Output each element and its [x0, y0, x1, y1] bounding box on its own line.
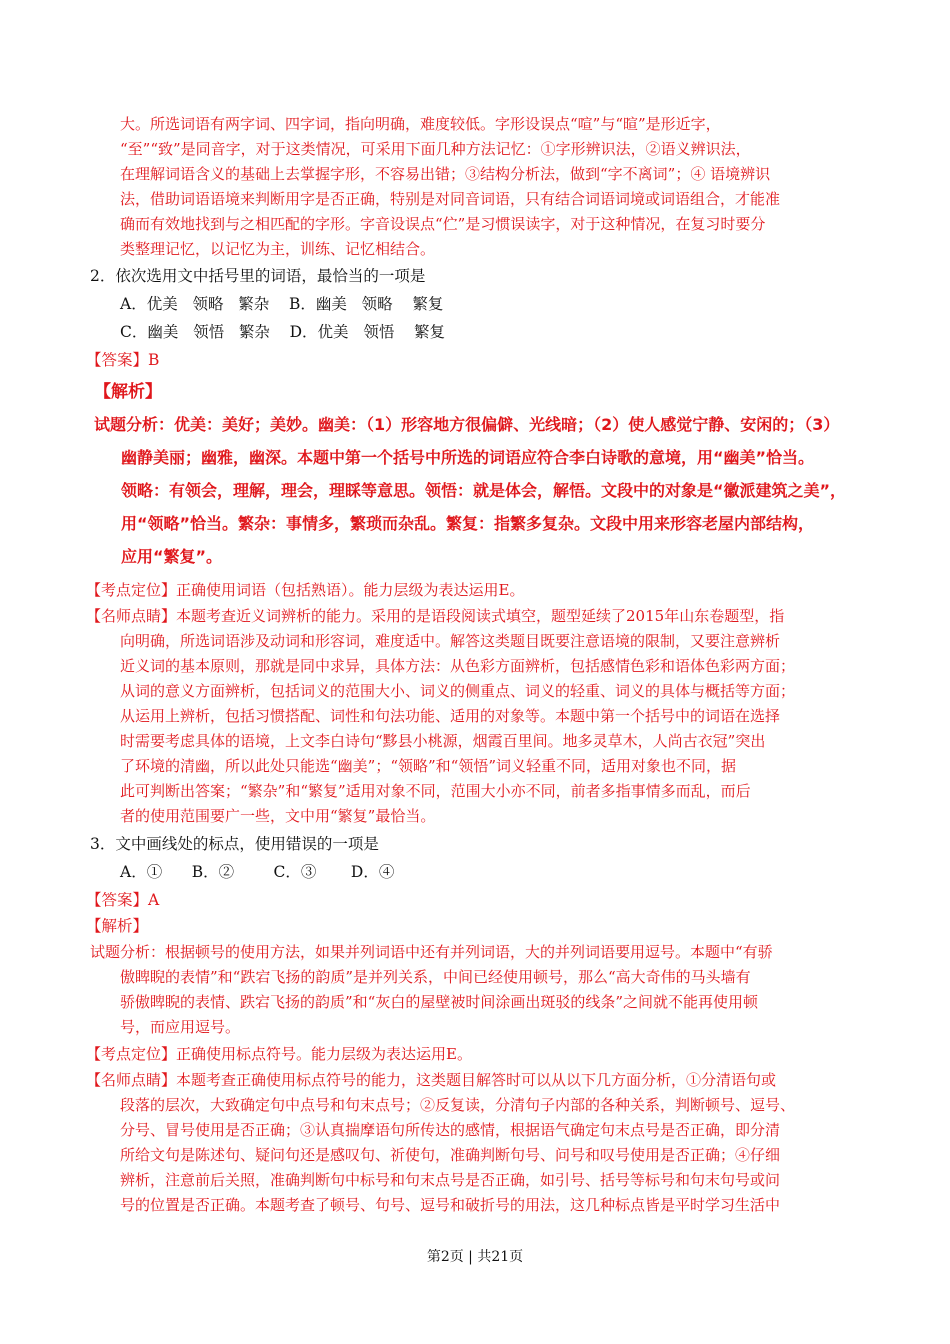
q3-jiexi-line: 骄傲睥睨的表情、跌宕飞扬的韵质”和“灰白的屋壁被时间涂画出斑驳的线条”之间就不能再使用顿: [120, 993, 759, 1011]
q2-jiexi-line: 试题分析：优美：美好；美妙。幽美：（1）形容地方很偏僻、光线暗；（2）使人感觉宁静、安闲的；（3）: [94, 415, 840, 434]
q2-jiexi-line: 领略：有领会，理解，理会，理睬等意思。领悟：就是体会，解悟。文段中的对象是“徽派建筑之美”，: [121, 481, 847, 500]
q3-mingshi-text: 本题考查正确使用标点符号的能力，这类题目解答时可以从以下几方面分析，①分清语句或: [176, 1071, 777, 1089]
q2-options-line1: A．优美 领略 繁杂 B．幽美 领略 繁复: [120, 295, 444, 313]
q3-jiexi-line: 试题分析：根据顿号的使用方法，如果并列词语中还有并列词语，大的并列词语要用逗号。本题中“有骄: [90, 943, 773, 961]
q2-mingshi-text: 本题考查近义词辨析的能力。采用的是语段阅读式填空，题型延续了2015年山东卷题型，指: [176, 607, 785, 625]
q3-mingshi-line: 段落的层次，大致确定句中点号和句末点号；②反复读，分清句子内部的各种关系，判断顿号、逗号、: [120, 1096, 796, 1114]
q2-mingshi-line: 近义词的基本原则，那就是同中求异，具体方法：从色彩方面辨析，包括感情色彩和语体色彩两方面；: [120, 657, 796, 675]
q2-options-line2: C．幽美 领悟 繁杂 D．优美 领悟 繁复: [120, 323, 446, 341]
q2-jiexi-line: 应用“繁复”。: [121, 547, 223, 566]
q3-kaodian-text: 正确使用标点符号。能力层级为表达运用E。: [176, 1045, 472, 1063]
top-line: 在理解词语含义的基础上去掌握字形，不容易出错；③结构分析法，做到“字不离词”；④ 语境辨识: [120, 165, 771, 183]
q2-kaodian-text: 正确使用词语（包括熟语）。能力层级为表达运用E。: [176, 581, 525, 599]
q2-kaodian-label: 【考点定位】: [86, 581, 177, 599]
q2-mingshi-line: [86, 604, 886, 629]
q2-mingshi-line: 此可判断出答案；“繁杂”和“繁复”适用对象不同，范围大小亦不同，前者多指事情多而乱，而后: [120, 782, 751, 800]
q2-mingshi-line: 从词的意义方面辨析，包括词义的范围大小、词义的侧重点、词义的轻重、词义的具体与概括等方面；: [120, 682, 796, 700]
q3-jiexi-body: [90, 940, 890, 1040]
q3-jiexi-line: 号，而应用逗号。: [120, 1018, 241, 1036]
q2-jiexi-label: 【解析】: [94, 382, 162, 402]
q2-jiexi-body: [94, 408, 894, 573]
top-paragraph: [120, 112, 880, 262]
q3-mingshi-label: 【名师点睛】: [86, 1071, 177, 1089]
top-line: 法，借助词语语境来判断用字是否正确，特别是对同音词语，只有结合词语词境或词语组合，才能准: [120, 190, 781, 208]
q2-mingshi-line: 了环境的清幽，所以此处只能选“幽美”；“领略”和“领悟”词义轻重不同，适用对象也不同，据: [120, 757, 737, 775]
q3-mingshi-line: 号的位置是否正确。本题考查了顿号、句号、逗号和破折号的用法，这几种标点皆是平时学习生活中: [120, 1196, 781, 1214]
q3-mingshi-line: [86, 1068, 886, 1093]
q2-stem: 2．依次选用文中括号里的词语，最恰当的一项是: [90, 267, 426, 285]
q2-mingshi: [86, 604, 886, 829]
top-line: 确而有效地找到与之相匹配的字形。字音设误点“伫”是习惯误读字，对于这种情况，在复习时要分: [120, 215, 766, 233]
q2-mingshi-line: 时需要考虑具体的语境，上文李白诗句“黟县小桃源，烟霞百里间。地多灵草木，人尚古衣冠”突出: [120, 732, 766, 750]
page-footer: 第2页 | 共21页: [426, 1249, 524, 1265]
q3-answer: 【答案】A: [86, 891, 160, 909]
q2-mingshi-line: 向明确，所选词语涉及动词和形容词，难度适中。解答这类题目既要注意语境的限制，又要注意辨析: [120, 632, 781, 650]
q3-mingshi-line: 辨析，注意前后关照，准确判断句中标号和句末点号是否正确，如引号、括号等标号和句末句号或问: [120, 1171, 781, 1189]
q3-kaodian-label: 【考点定位】: [86, 1045, 177, 1063]
q3-stem: 3．文中画线处的标点，使用错误的一项是: [90, 835, 379, 853]
q2-mingshi-line: 从运用上辨析，包括习惯搭配、词性和句法功能、适用的对象等。本题中第一个括号中的词语在选择: [120, 707, 781, 725]
q3-options: A．① B．② C．③ D．④: [120, 863, 395, 881]
q2-jiexi-line: 幽静美丽；幽雅，幽深。本题中第一个括号中所选的词语应符合李白诗歌的意境，用“幽美”恰当。: [121, 448, 815, 467]
q2-mingshi-label: 【名师点睛】: [86, 607, 177, 625]
q2-mingshi-line: 者的使用范围要广一些，文中用“繁复”最恰当。: [120, 807, 436, 825]
top-line: “至”“致”是同音字，对于这类情况，可采用下面几种方法记忆：①字形辨识法，②语义辨识法，: [120, 140, 751, 158]
q2-kaodian: [86, 578, 524, 603]
q3-mingshi-line: 分号、冒号使用是否正确；③认真揣摩语句所传达的感情，根据语气确定句末点号是否正确，即分清: [120, 1121, 781, 1139]
top-line: 大。所选词语有两字词、四字词，指向明确，难度较低。字形设误点“喧”与“暄”是形近字，: [120, 115, 721, 133]
q2-jiexi-line: 用“领略”恰当。繁杂：事情多，繁琐而杂乱。繁复：指繁多复杂。文段中用来形容老屋内部结构，: [121, 514, 815, 533]
q2-answer: 【答案】B: [86, 351, 160, 369]
q3-mingshi-line: 所给文句是陈述句、疑问句还是感叹句、祈使句，准确判断句号、问号和叹号使用是否正确；④仔细: [120, 1146, 781, 1164]
q3-kaodian: [86, 1042, 472, 1067]
q3-mingshi: [86, 1068, 886, 1218]
q3-jiexi-label: 【解析】: [86, 917, 149, 935]
q3-jiexi-line: 傲睥睨的表情”和“跌宕飞扬的韵质”是并列关系，中间已经使用顿号，那么“高大奇伟的马头墙有: [120, 968, 751, 986]
top-line: 类整理记忆，以记忆为主，训练、记忆相结合。: [120, 240, 436, 258]
